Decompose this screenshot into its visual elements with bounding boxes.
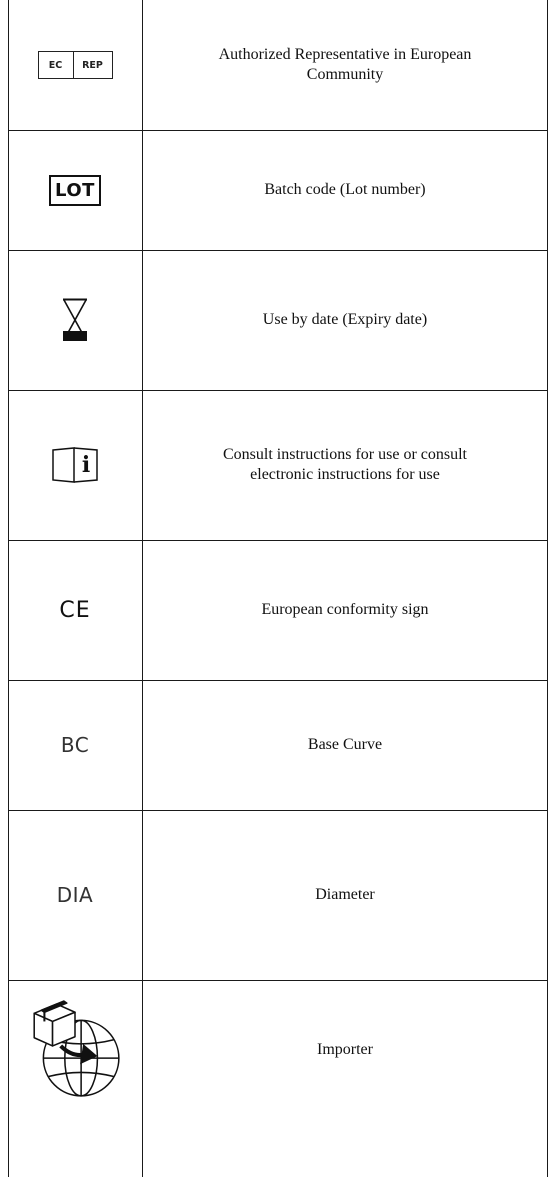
description-cell: European conformity sign xyxy=(261,601,429,618)
table-row xyxy=(0,540,556,680)
description-cell: Use by date (Expiry date) xyxy=(262,311,428,328)
symbol-cell xyxy=(8,250,142,390)
symbol-cell xyxy=(8,810,142,980)
description-cell: Base Curve xyxy=(307,736,383,753)
info-i-text: i xyxy=(81,452,91,478)
symbol-cell xyxy=(8,0,142,130)
symbol-cell xyxy=(8,130,142,250)
description-cell: Authorized Representative in European Community xyxy=(218,46,472,83)
lot-icon xyxy=(49,175,101,206)
symbol-cell xyxy=(8,980,142,1120)
table-row xyxy=(0,130,556,250)
ec-text: EC xyxy=(39,52,74,78)
table-row xyxy=(0,0,556,130)
table-row xyxy=(0,810,556,980)
rep-text: REP xyxy=(82,59,103,71)
diameter-label: DIA xyxy=(56,883,94,907)
ce-mark-icon: CE xyxy=(59,597,91,623)
symbol-cell xyxy=(8,680,142,810)
hourglass-icon xyxy=(62,298,88,342)
description-cell: Diameter xyxy=(315,886,375,903)
description-cell: Batch code (Lot number) xyxy=(264,181,426,198)
description-cell: Consult instructions for use or consult electronic instructions for use xyxy=(223,446,467,483)
symbol-cell xyxy=(8,540,142,680)
ec-rep-icon xyxy=(38,51,113,79)
description-cell: Importer xyxy=(317,1041,373,1058)
symbol-cell xyxy=(8,390,142,540)
lot-text: LOT xyxy=(55,179,95,201)
table-row xyxy=(0,680,556,810)
consult-instructions-icon xyxy=(52,447,98,483)
table-row xyxy=(0,980,556,1177)
table-row xyxy=(0,390,556,540)
importer-icon xyxy=(24,999,126,1101)
table-row xyxy=(0,250,556,390)
base-curve-label: BC xyxy=(60,733,90,757)
